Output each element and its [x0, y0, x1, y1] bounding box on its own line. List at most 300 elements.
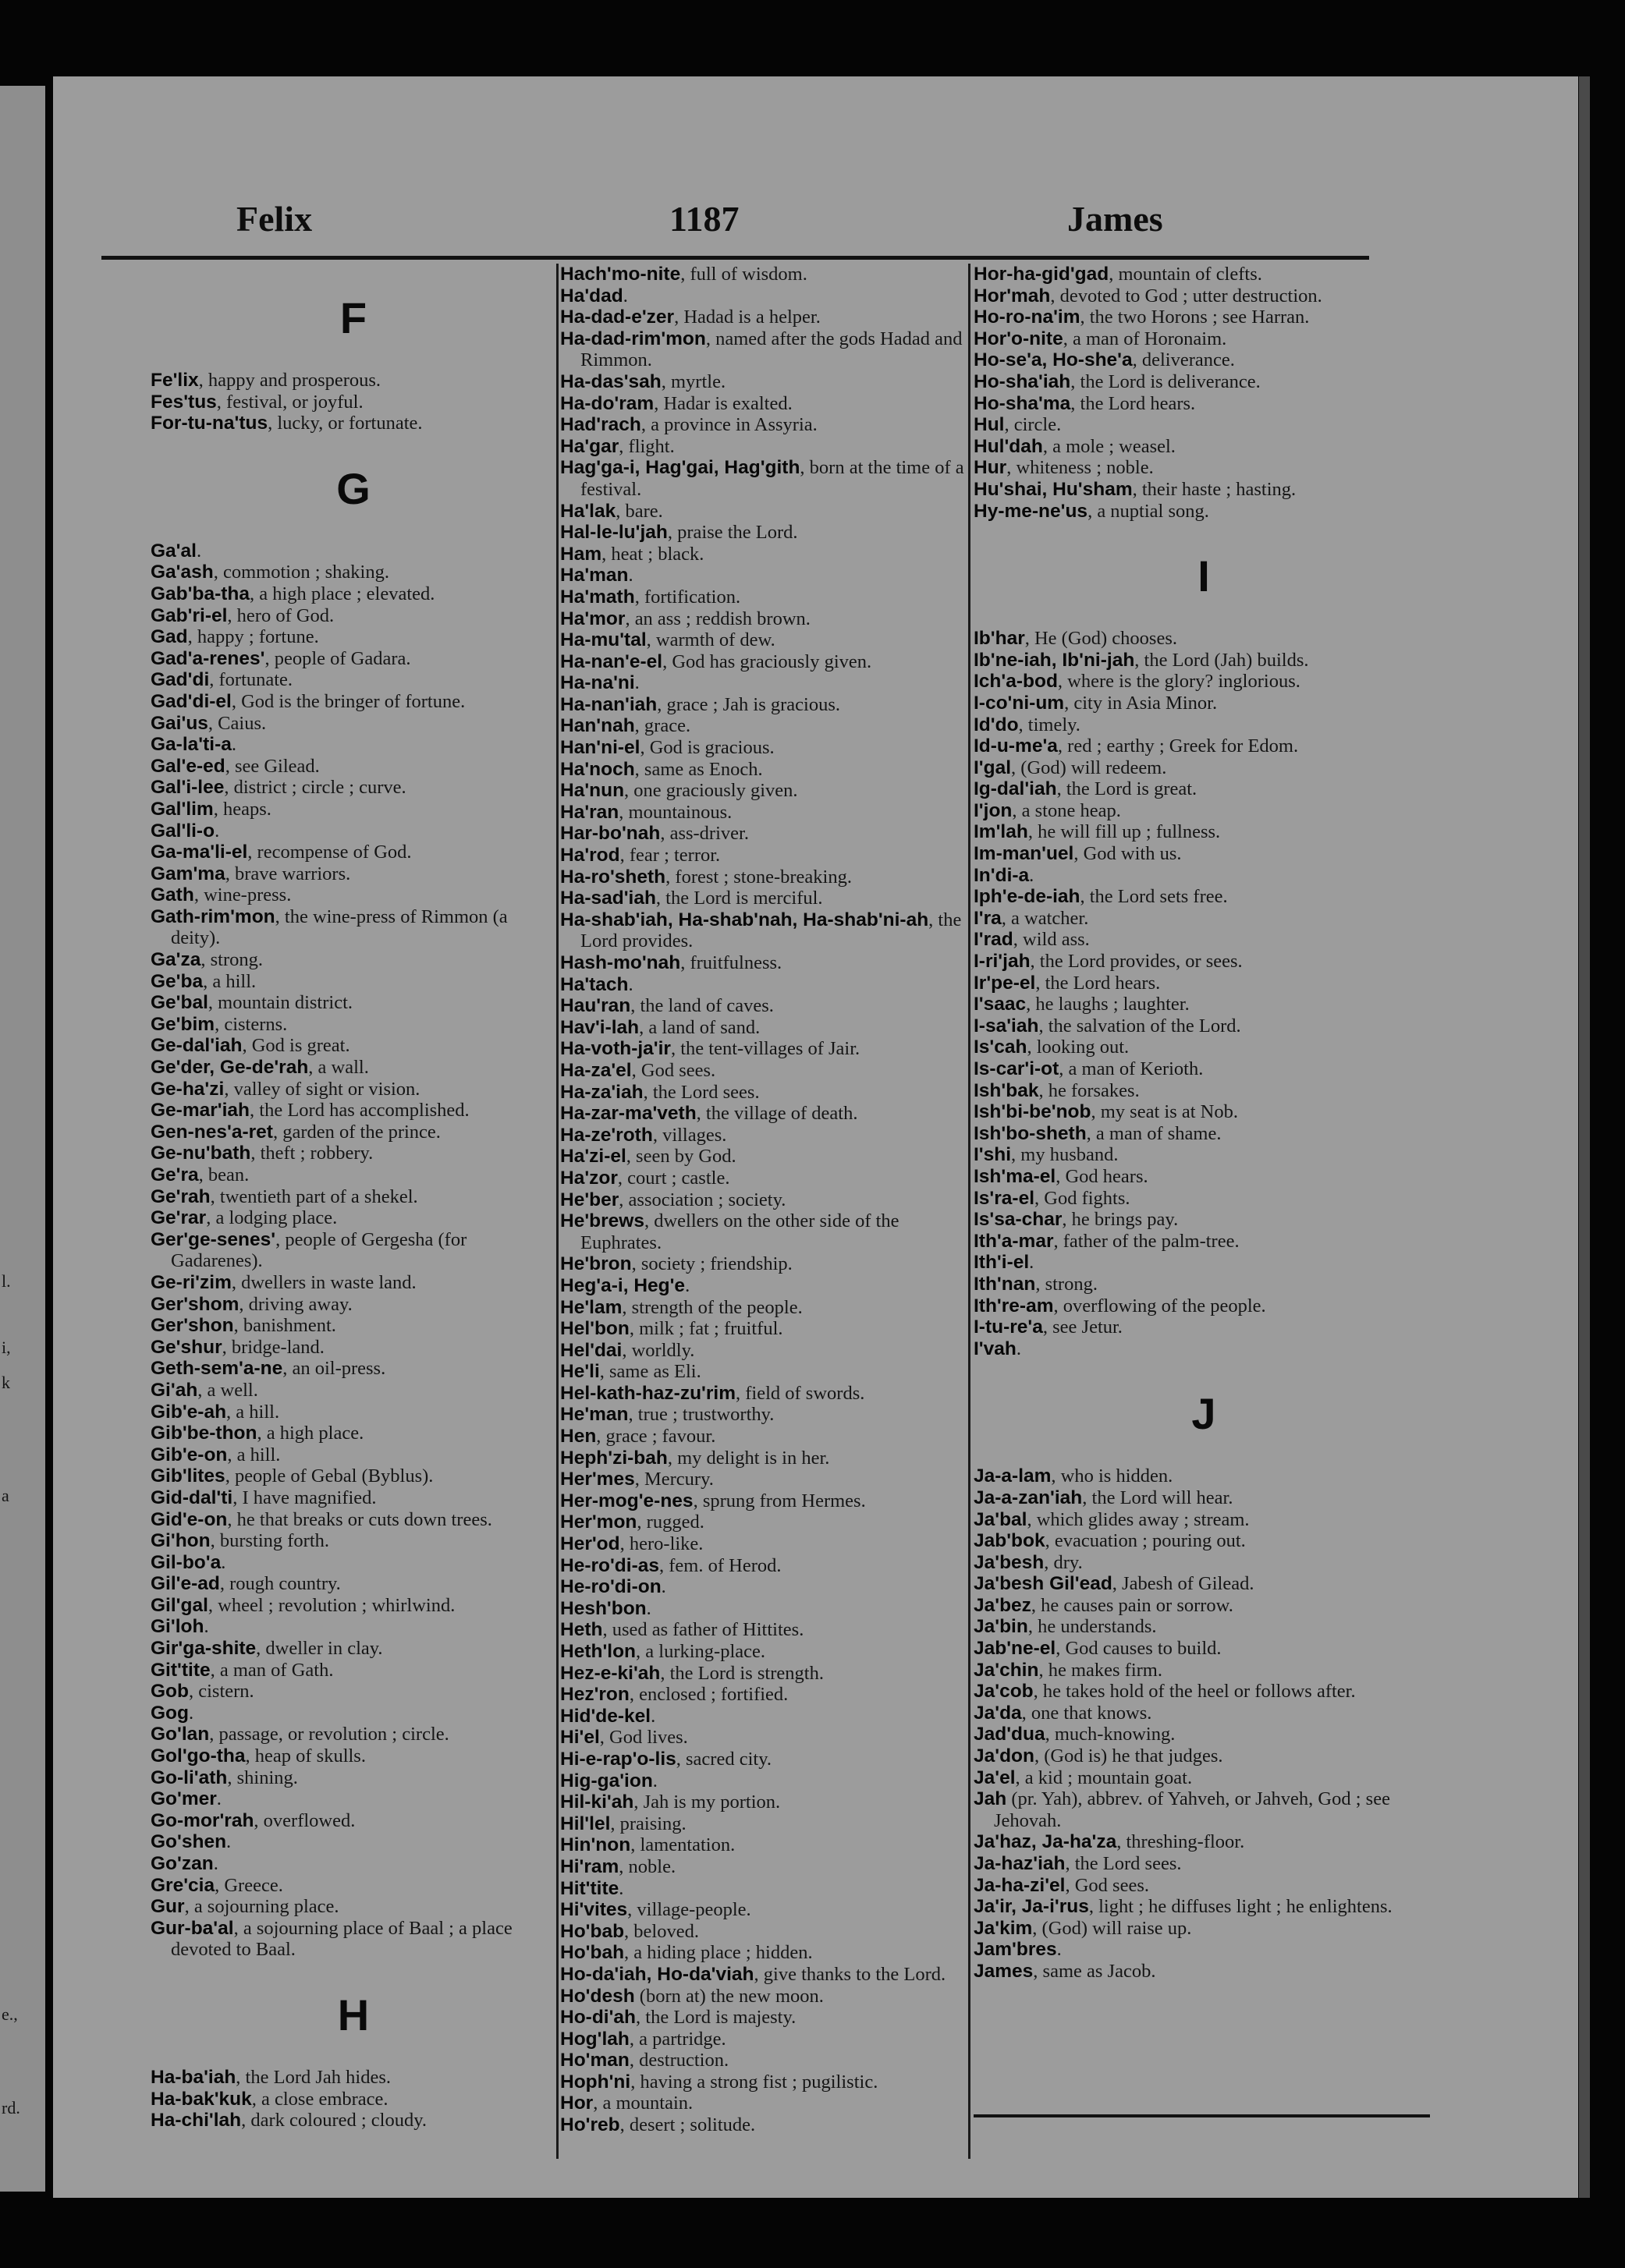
glossary-entry: [560, 565, 966, 586]
glossary-entry: [151, 734, 556, 756]
glossary-entry: [974, 1767, 1434, 1789]
glossary-entry: [560, 888, 966, 909]
entry-headword: Ha-sad'iah: [560, 888, 656, 909]
entry-headword: Hag'ga-i, Hag'gai, Hag'gith: [560, 457, 800, 479]
entry-headword: Ha-mu'tal: [560, 629, 647, 651]
entry-headword: Geth-sem'a-ne: [151, 1358, 283, 1380]
entry-definition: , God is gracious.: [640, 737, 775, 759]
entry-definition: .: [226, 1831, 232, 1853]
entry-headword: Ja'bin: [974, 1616, 1028, 1638]
entry-headword: Hel'bon: [560, 1318, 630, 1340]
entry-definition: , he understands.: [1027, 1616, 1157, 1638]
entry-headword: Ha-za'iah: [560, 1081, 644, 1103]
entry-definition: , a lurking-place.: [636, 1641, 766, 1662]
entry-definition: .: [651, 1705, 656, 1727]
entry-definition: , the Lord is strength.: [660, 1662, 824, 1684]
entry-headword: I'vah: [974, 1338, 1017, 1359]
entry-definition: , give thanks to the Lord.: [754, 1963, 946, 1985]
entry-headword: I'shi: [974, 1144, 1012, 1166]
bottom-rule: [974, 2114, 1430, 2117]
entry-definition: , the Lord will hear.: [1082, 1487, 1233, 1508]
entry-definition: , one graciously given.: [624, 780, 798, 802]
entry-headword: Ja'chin: [974, 1659, 1039, 1681]
entry-definition: , the Lord is majesty.: [636, 2007, 797, 2029]
entry-definition: , named after the gods Hadad and Rimmon.: [580, 328, 963, 371]
entry-headword: Ha-do'ram: [560, 392, 655, 414]
entry-definition: , Greece.: [215, 1874, 283, 1896]
glossary-entry: [560, 2071, 966, 2093]
entry-headword: Gal'li-o: [151, 820, 215, 842]
entry-headword: Ith'nan: [974, 1273, 1036, 1295]
entry-headword: Ha'ran: [560, 801, 619, 823]
header-rule: [101, 256, 1369, 260]
entry-definition: , a close embrace.: [251, 2088, 389, 2110]
glossary-entry: [560, 1942, 966, 1964]
glossary-entry: [560, 1103, 966, 1125]
glossary-entry: [151, 669, 556, 691]
entry-definition: , full of wisdom.: [680, 264, 807, 285]
entry-definition: , a hill.: [227, 1444, 281, 1465]
glossary-entry: [151, 1423, 556, 1444]
entry-definition: .: [1029, 1252, 1034, 1274]
glossary-entry: [151, 1186, 556, 1208]
entry-headword: Heg'a-i, Heg'e: [560, 1274, 686, 1296]
entry-headword: Ich'a-bod: [974, 671, 1058, 693]
entry-definition: (pr. Yah), abbrev. of Yahveh, or Jahveh, God ; see Jehovah.: [994, 1788, 1390, 1831]
entry-headword: Gil'e-ad: [151, 1573, 220, 1595]
glossary-entry: [151, 1122, 556, 1143]
glossary-entry: [560, 501, 966, 523]
glossary-entry: [974, 1853, 1434, 1875]
glossary-entry: [151, 842, 556, 863]
entry-headword: Hin'non: [560, 1834, 631, 1856]
glossary-entry: [151, 370, 556, 392]
entry-definition: , born at the time of a festival.: [580, 457, 964, 500]
entry-definition: , the Lord sets free.: [1080, 886, 1228, 908]
entry-headword: Im'lah: [974, 821, 1028, 843]
glossary-entry: [560, 1834, 966, 1856]
entry-definition: , Jabesh of Gilead.: [1112, 1573, 1254, 1595]
glossary-entry: [974, 1660, 1434, 1682]
entry-headword: Ho'desh: [560, 1985, 635, 2007]
entry-headword: Ho'bah: [560, 1942, 625, 1964]
entry-definition: , (God) will raise up.: [1032, 1917, 1192, 1939]
entry-definition: , rough country.: [219, 1573, 341, 1595]
glossary-entry: [560, 264, 966, 285]
entry-definition: , he takes hold of the heel or follows after.: [1033, 1681, 1356, 1703]
entry-headword: Hul'dah: [974, 435, 1043, 457]
entry-definition: , a mountain.: [593, 2093, 694, 2114]
entry-headword: Ha'noch: [560, 758, 635, 780]
margin-fragment: l.: [2, 1271, 11, 1291]
glossary-entry: [560, 393, 966, 415]
glossary-entry: [560, 522, 966, 544]
entry-definition: , circle.: [1004, 414, 1062, 436]
glossary-entry: [151, 1788, 556, 1810]
entry-headword: Ish'ma-el: [974, 1165, 1056, 1187]
entry-headword: Ha-dad-rim'mon: [560, 328, 706, 349]
entry-headword: Gi'ah: [151, 1379, 198, 1401]
entry-definition: .: [216, 1788, 222, 1810]
glossary-entry: [151, 1831, 556, 1853]
entry-headword: He'lam: [560, 1296, 623, 1318]
margin-fragment: k: [2, 1373, 10, 1392]
entry-headword: Ge-mar'iah: [151, 1100, 250, 1122]
entry-headword: Han'ni-el: [560, 737, 640, 759]
glossary-entry: [560, 845, 966, 866]
entry-definition: , praising.: [610, 1813, 687, 1834]
entry-headword: Im-man'uel: [974, 843, 1074, 865]
entry-headword: Ja'haz, Ja-ha'za: [974, 1831, 1117, 1853]
entry-headword: Ja'da: [974, 1702, 1022, 1724]
entry-definition: , used as father of Hittites.: [602, 1619, 804, 1641]
margin-fragment: a: [2, 1486, 9, 1505]
glossary-entry: [560, 1297, 966, 1319]
entry-headword: Ha'math: [560, 586, 635, 608]
entry-headword: Ja'besh Gil'ead: [974, 1573, 1112, 1595]
entry-definition: , Jah is my portion.: [633, 1791, 781, 1813]
entry-definition: , dry.: [1044, 1551, 1083, 1573]
entry-definition: , mountain of clefts.: [1109, 264, 1262, 285]
glossary-entry: [560, 457, 966, 500]
header-right-word: James: [1067, 199, 1163, 239]
entry-headword: Gob: [151, 1681, 189, 1703]
glossary-entry: [560, 1727, 966, 1749]
entry-headword: He'man: [560, 1404, 629, 1426]
entry-definition: , festival, or joyful.: [216, 391, 364, 413]
entry-definition: , (God is) he that judges.: [1034, 1745, 1223, 1767]
entry-headword: Fe'lix: [151, 370, 199, 391]
glossary-entry: [151, 1896, 556, 1918]
entry-headword: Hen: [560, 1426, 597, 1448]
entry-headword: Hash-mo'nah: [560, 952, 681, 973]
glossary-entry: [151, 1229, 556, 1272]
entry-headword: Gir'ga-shite: [151, 1638, 257, 1660]
entry-definition: , a hill.: [203, 970, 257, 992]
glossary-entry: [151, 777, 556, 799]
entry-headword: Hach'mo-nite: [560, 264, 681, 285]
entry-definition: , recompense of God.: [247, 842, 412, 863]
entry-definition: , God lives.: [599, 1727, 688, 1749]
glossary-entry: [560, 1038, 966, 1060]
glossary-entry: [974, 1595, 1434, 1617]
entry-definition: , the wine-press of Rimmon (a deity).: [171, 905, 508, 949]
glossary-entry: [151, 1315, 556, 1337]
entry-definition: .: [215, 820, 220, 842]
glossary-entry: [560, 1426, 966, 1448]
entry-definition: , he laughs ; laughter.: [1026, 994, 1190, 1015]
entry-definition: , seen by God.: [626, 1146, 736, 1168]
entry-headword: Hi'ram: [560, 1855, 619, 1877]
entry-definition: , twentieth part of a shekel.: [210, 1185, 418, 1207]
entry-definition: , a high place ; elevated.: [249, 583, 435, 604]
entry-definition: , fortunate.: [209, 669, 293, 691]
glossary-entry: [151, 392, 556, 413]
entry-definition: , hero-like.: [619, 1533, 704, 1555]
entry-definition: , my husband.: [1011, 1144, 1119, 1166]
page-edge-shadow: [1579, 76, 1590, 2198]
entry-headword: Her'mon: [560, 1511, 637, 1533]
glossary-entry: [974, 1681, 1434, 1703]
glossary-entry: [151, 1380, 556, 1402]
entry-headword: Her-mog'e-nes: [560, 1490, 694, 1511]
entry-definition: , a lodging place.: [206, 1207, 338, 1229]
glossary-entry: [560, 2007, 966, 2029]
entry-headword: In'di-a: [974, 864, 1030, 886]
entry-headword: Ha-shab'iah, Ha-shab'nah, Ha-shab'ni-ah: [560, 909, 929, 930]
entry-definition: , dwellers in waste land.: [231, 1271, 417, 1293]
entry-definition: , cisterns.: [215, 1013, 288, 1035]
glossary-entry: [151, 2089, 556, 2110]
glossary-entry: [974, 671, 1434, 693]
entry-headword: Ge'shur: [151, 1336, 222, 1358]
column-3: [974, 264, 1434, 1983]
entry-definition: , God sees.: [631, 1059, 716, 1081]
glossary-entry: [151, 1207, 556, 1229]
entry-definition: , happy ; fortune.: [187, 626, 319, 648]
entry-definition: , enclosed ; fortified.: [629, 1684, 789, 1706]
glossary-entry: [151, 820, 556, 842]
entry-headword: Ga'al: [151, 540, 197, 562]
glossary-entry: [560, 436, 966, 458]
entry-definition: , brave warriors.: [225, 863, 351, 884]
glossary-entry: [151, 1358, 556, 1380]
entry-definition: , dweller in clay.: [256, 1638, 383, 1660]
glossary-entry: [560, 995, 966, 1017]
entry-definition: , grace.: [634, 715, 691, 737]
glossary-entry: [560, 909, 966, 952]
glossary-entry: [151, 583, 556, 605]
entry-definition: , shining.: [227, 1767, 298, 1788]
entry-definition: , a sojourning place of Baal ; a place devoted to Baal.: [171, 1917, 513, 1961]
entry-headword: Ha-na'ni: [560, 672, 635, 694]
entry-definition: , the Lord Jah hides.: [236, 2066, 391, 2088]
entry-headword: Jad'dua: [974, 1724, 1045, 1745]
entry-headword: Gal'i-lee: [151, 777, 225, 799]
entry-headword: Ha'zor: [560, 1167, 618, 1189]
entry-headword: Hit'tite: [560, 1877, 619, 1899]
entry-definition: , garden of the prince.: [272, 1121, 441, 1143]
glossary-entry: [974, 865, 1434, 887]
entry-headword: Ge'bim: [151, 1013, 215, 1035]
entry-definition: , people of Gebal (Byblus).: [225, 1465, 434, 1487]
section-letter: G: [336, 463, 371, 513]
entry-definition: , an oil-press.: [282, 1358, 386, 1380]
glossary-entry: [560, 1017, 966, 1039]
entry-headword: Ish'bi-be'nob: [974, 1101, 1091, 1123]
glossary-entry: [560, 1533, 966, 1555]
entry-headword: I-tu-re'a: [974, 1317, 1043, 1338]
entry-headword: Ge-ri'zim: [151, 1271, 232, 1293]
glossary-entry: [560, 715, 966, 737]
entry-definition: , deliverance.: [1132, 349, 1235, 371]
entry-definition: , commotion ; shaking.: [213, 562, 389, 583]
glossary-entry: [974, 414, 1434, 436]
entry-definition: , the Lord is merciful.: [655, 888, 823, 909]
entry-headword: Ge'bal: [151, 992, 208, 1014]
glossary-entry: [560, 608, 966, 630]
glossary-entry: [560, 414, 966, 436]
entry-definition: , an ass ; reddish brown.: [625, 608, 811, 629]
glossary-entry: [151, 1660, 556, 1682]
entry-definition: , father of the palm-tree.: [1053, 1230, 1240, 1252]
entry-headword: Ho'bab: [560, 1920, 625, 1942]
glossary-entry: [560, 823, 966, 845]
entry-headword: Ha-ba'iah: [151, 2066, 236, 2088]
glossary-entry: [560, 544, 966, 565]
entry-definition: , city in Asia Minor.: [1064, 692, 1218, 714]
glossary-entry: [974, 714, 1434, 736]
glossary-entry: [974, 650, 1434, 672]
entry-definition: , bare.: [616, 500, 663, 522]
entry-headword: Gam'ma: [151, 863, 225, 884]
entry-definition: , the Lord hears.: [1035, 972, 1161, 994]
entry-definition: , villages.: [652, 1124, 727, 1146]
entry-headword: He-ro'di-as: [560, 1554, 659, 1576]
entry-headword: For-tu-na'tus: [151, 413, 268, 434]
entry-definition: , bursting forth.: [210, 1530, 330, 1552]
entry-definition: , he brings pay.: [1062, 1209, 1179, 1231]
margin-fragment: e.,: [2, 2004, 18, 2024]
entry-headword: Her'od: [560, 1533, 620, 1555]
entry-headword: Ha-das'sah: [560, 370, 662, 392]
glossary-entry: [974, 436, 1434, 458]
entry-definition: .: [634, 672, 640, 694]
glossary-entry: [151, 992, 556, 1014]
glossary-entry: [151, 562, 556, 583]
entry-headword: Go'shen: [151, 1831, 227, 1853]
entry-definition: , red ; earthy ; Greek for Edom.: [1057, 735, 1299, 757]
entry-definition: , beloved.: [624, 1920, 699, 1942]
entry-headword: I-ri'jah: [974, 951, 1031, 973]
entry-definition: , the Lord has accomplished.: [250, 1100, 470, 1122]
entry-definition: , the Lord is deliverance.: [1070, 370, 1261, 392]
glossary-entry: [560, 952, 966, 974]
entry-headword: Hi-e-rap'o-lis: [560, 1748, 676, 1770]
entry-headword: Ja'kim: [974, 1917, 1033, 1939]
entry-definition: , their haste ; hasting.: [1132, 478, 1297, 500]
entry-definition: , association ; society.: [619, 1189, 786, 1210]
glossary-entry: [151, 1509, 556, 1531]
entry-definition: .: [196, 540, 202, 562]
glossary-entry: [974, 307, 1434, 328]
entry-definition: , society ; friendship.: [631, 1253, 793, 1275]
entry-headword: Ja'ir, Ja-i'rus: [974, 1896, 1089, 1918]
entry-headword: Gid'e-on: [151, 1508, 228, 1530]
glossary-entry: [560, 802, 966, 824]
entry-headword: Hig-ga'ion: [560, 1770, 653, 1791]
column-2: [560, 264, 966, 2136]
column-1: [151, 264, 556, 2132]
entry-definition: , God with us.: [1073, 843, 1182, 865]
glossary-entry: [560, 2093, 966, 2114]
entry-definition: .: [189, 1702, 194, 1724]
entry-headword: Ib'ne-iah, Ib'ni-jah: [974, 649, 1135, 671]
glossary-entry: [974, 285, 1434, 307]
glossary-entry: [151, 949, 556, 971]
glossary-entry: [560, 1899, 966, 1921]
entry-definition: , mountainous.: [619, 801, 733, 823]
entry-headword: Gai'us: [151, 712, 208, 734]
glossary-entry: [560, 1921, 966, 1943]
entry-definition: , milk ; fat ; fruitful.: [629, 1318, 783, 1340]
glossary-entry: [560, 1663, 966, 1685]
glossary-entry: [151, 1552, 556, 1574]
entry-headword: Hor-ha-gid'gad: [974, 264, 1109, 285]
entry-headword: I'jon: [974, 799, 1013, 821]
glossary-entry: [974, 778, 1434, 800]
glossary-entry: [974, 1788, 1434, 1831]
section-letter: J: [1191, 1389, 1216, 1439]
entry-definition: , which glides away ; stream.: [1027, 1508, 1250, 1530]
entry-headword: Gath: [151, 884, 194, 906]
entry-definition: , driving away.: [239, 1293, 353, 1315]
glossary-entry: [974, 843, 1434, 865]
glossary-entry: [151, 799, 556, 820]
glossary-entry: [974, 693, 1434, 714]
entry-headword: Hul: [974, 414, 1005, 436]
glossary-entry: [560, 2114, 966, 2136]
entry-headword: Ha-zar-ma'veth: [560, 1103, 697, 1125]
glossary-entry: [974, 1638, 1434, 1660]
glossary-entry: [560, 759, 966, 781]
entry-headword: Ge'ba: [151, 970, 204, 992]
entry-definition: , having a strong fist ; pugilistic.: [630, 2071, 878, 2093]
entry-definition: , much-knowing.: [1045, 1724, 1176, 1745]
entry-headword: Gab'ba-tha: [151, 583, 250, 604]
glossary-entry: [560, 1706, 966, 1728]
glossary-entry: [560, 1749, 966, 1770]
entry-definition: , see Gilead.: [225, 755, 320, 777]
glossary-entry: [560, 1576, 966, 1598]
entry-headword: Ha-ro'sheth: [560, 866, 666, 888]
entry-headword: Ha'dad: [560, 285, 623, 307]
entry-definition: , forest ; stone-breaking.: [665, 866, 852, 888]
entry-headword: Han'nah: [560, 715, 635, 737]
entry-headword: Ham: [560, 543, 602, 565]
glossary-entry: [151, 1402, 556, 1423]
glossary-entry: [151, 713, 556, 735]
glossary-entry: [974, 501, 1434, 523]
glossary-entry: [974, 1317, 1434, 1338]
glossary-entry: [560, 1598, 966, 1620]
entry-headword: Gal'e-ed: [151, 755, 225, 777]
glossary-entry: [151, 1724, 556, 1745]
entry-headword: Gib'be-thon: [151, 1423, 257, 1444]
glossary-entry: [974, 479, 1434, 501]
entry-definition: , Mercury.: [634, 1469, 714, 1490]
entry-definition: , sacred city.: [676, 1748, 772, 1770]
glossary-entry: [974, 1037, 1434, 1058]
entry-headword: Ish'bo-sheth: [974, 1122, 1087, 1144]
entry-definition: , God hears.: [1056, 1165, 1148, 1187]
entry-headword: Gi'hon: [151, 1530, 211, 1552]
entry-definition: , destruction.: [629, 2050, 729, 2071]
entry-headword: Hez'ron: [560, 1684, 630, 1706]
entry-headword: James: [974, 1960, 1034, 1982]
glossary-entry: [151, 1272, 556, 1294]
entry-headword: Hog'lah: [560, 2028, 630, 2050]
entry-headword: Jam'bres: [974, 1939, 1057, 1961]
entry-headword: Ith'i-el: [974, 1252, 1030, 1274]
entry-definition: , myrtle.: [661, 370, 726, 392]
entry-definition: , evacuation ; pouring out.: [1045, 1530, 1246, 1552]
glossary-entry: [560, 1168, 966, 1189]
glossary-entry: [560, 1146, 966, 1168]
glossary-entry: [560, 1469, 966, 1490]
entry-headword: Ja'bez: [974, 1594, 1031, 1616]
glossary-entry: [974, 1465, 1434, 1487]
